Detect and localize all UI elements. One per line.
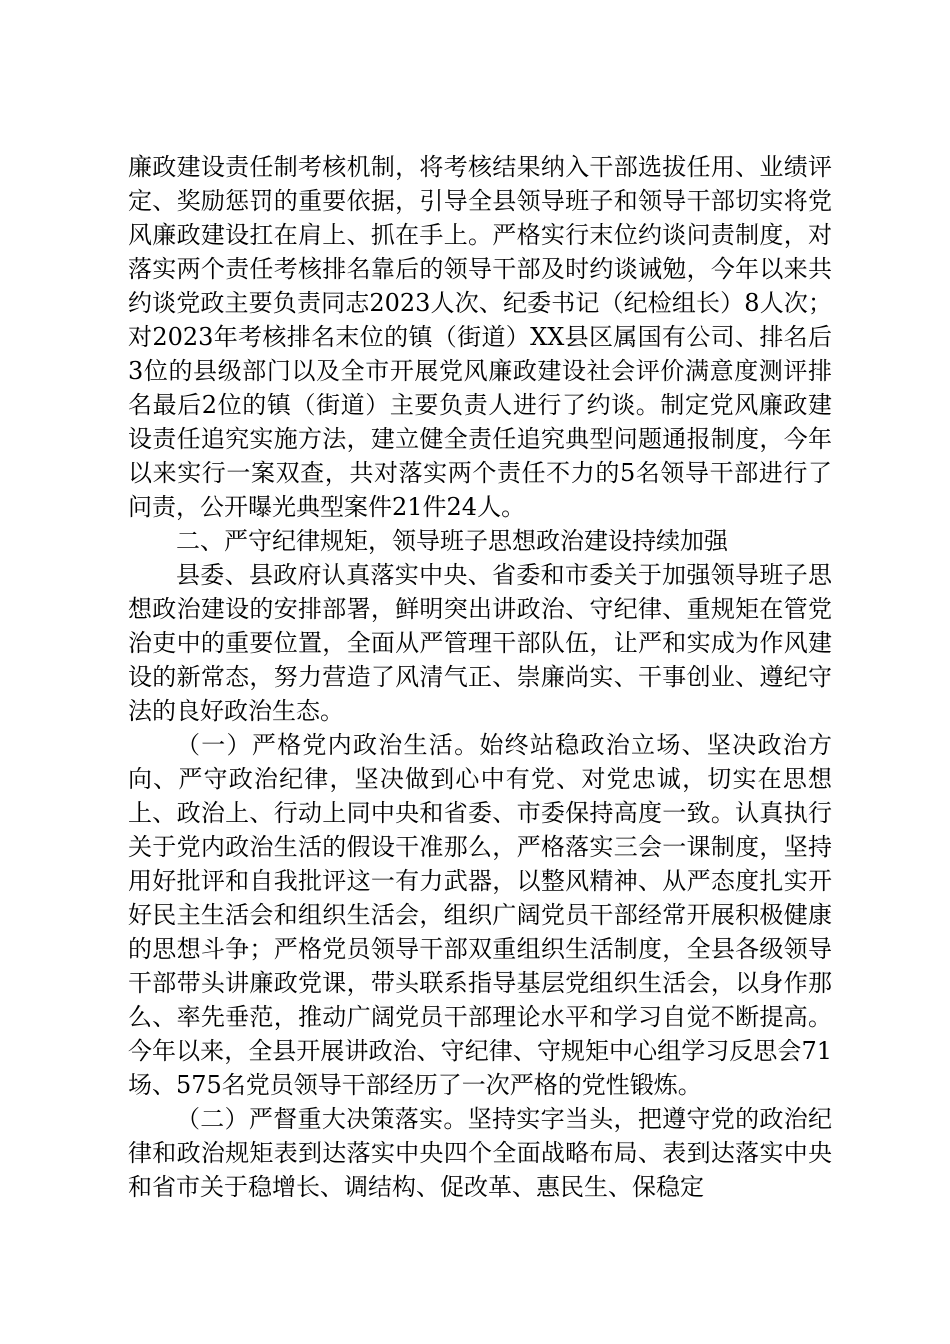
paragraph-section-2-intro: 县委、县政府认真落实中央、省委和市委关于加强领导班子思想政治建设的安排部署，鲜明突出讲政治、守纪律、重规矩在管党治吏中的重要位置，全面从严管理干部队伍，让严和实成为作风建设的新常态，努力营造了风清气正、崇廉尚实、干事创业、遵纪守法的良好政治生态。: [128, 561, 832, 725]
paragraph-continuation: 廉政建设责任制考核机制，将考核结果纳入干部选拔任用、业绩评定、奖励惩罚的重要依据，引导全县领导班子和领导干部切实将党风廉政建设扛在肩上、抓在手上。严格实行末位约谈问责制度，对落实两个责任考核排名靠后的领导干部及时约谈诫勉，今年以来共约谈党政主要负责同志2023人次、纪委书记（纪检组长）8人次；对2023年考核排名末位的镇（街道）XX县区属国有公司、排名后3位的县级部门以及全市开展党风廉政建设社会评价满意度测评排名最后2位的镇（街道）主要负责人进行了约谈。制定党风廉政建设责任追究实施方法，建立健全责任追究典型问题通报制度，今年以来实行一案双查，共对落实两个责任不力的5名领导干部进行了问责，公开曝光典型案件21件24人。: [128, 153, 832, 521]
section-heading-2: 二、严守纪律规矩，领导班子思想政治建设持续加强: [176, 527, 728, 555]
document-body: [128, 150, 832, 1204]
paragraph-subsection-1: （一）严格党内政治生活。始终站稳政治立场、坚决政治方向、严守政治纪律，坚决做到心中有党、对党忠诚，切实在思想上、政治上、行动上同中央和省委、市委保持高度一致。认真执行关于党内政治生活的假设干准那么，严格落实三会一课制度，坚持用好批评和自我批评这一有力武器，以整风精神、从严态度扎实开好民主生活会和组织生活会，组织广阔党员干部经常开展积极健康的思想斗争；严格党员领导干部双重组织生活制度，全县各级领导干部带头讲廉政党课，带头联系指导基层党组织生活会，以身作那么、率先垂范，推动广阔党员干部理论水平和学习自觉不断提高。今年以来，全县开展讲政治、守纪律、守规矩中心组学习反思会71场、575名党员领导干部经历了一次严格的党性锻炼。: [128, 731, 832, 1099]
paragraph-subsection-2: （二）严督重大决策落实。坚持实字当头，把遵守党的政治纪律和政治规矩表到达落实中央四个全面战略布局、表到达落实中央和省市关于稳增长、调结构、促改革、惠民生、保稳定: [128, 1105, 832, 1201]
